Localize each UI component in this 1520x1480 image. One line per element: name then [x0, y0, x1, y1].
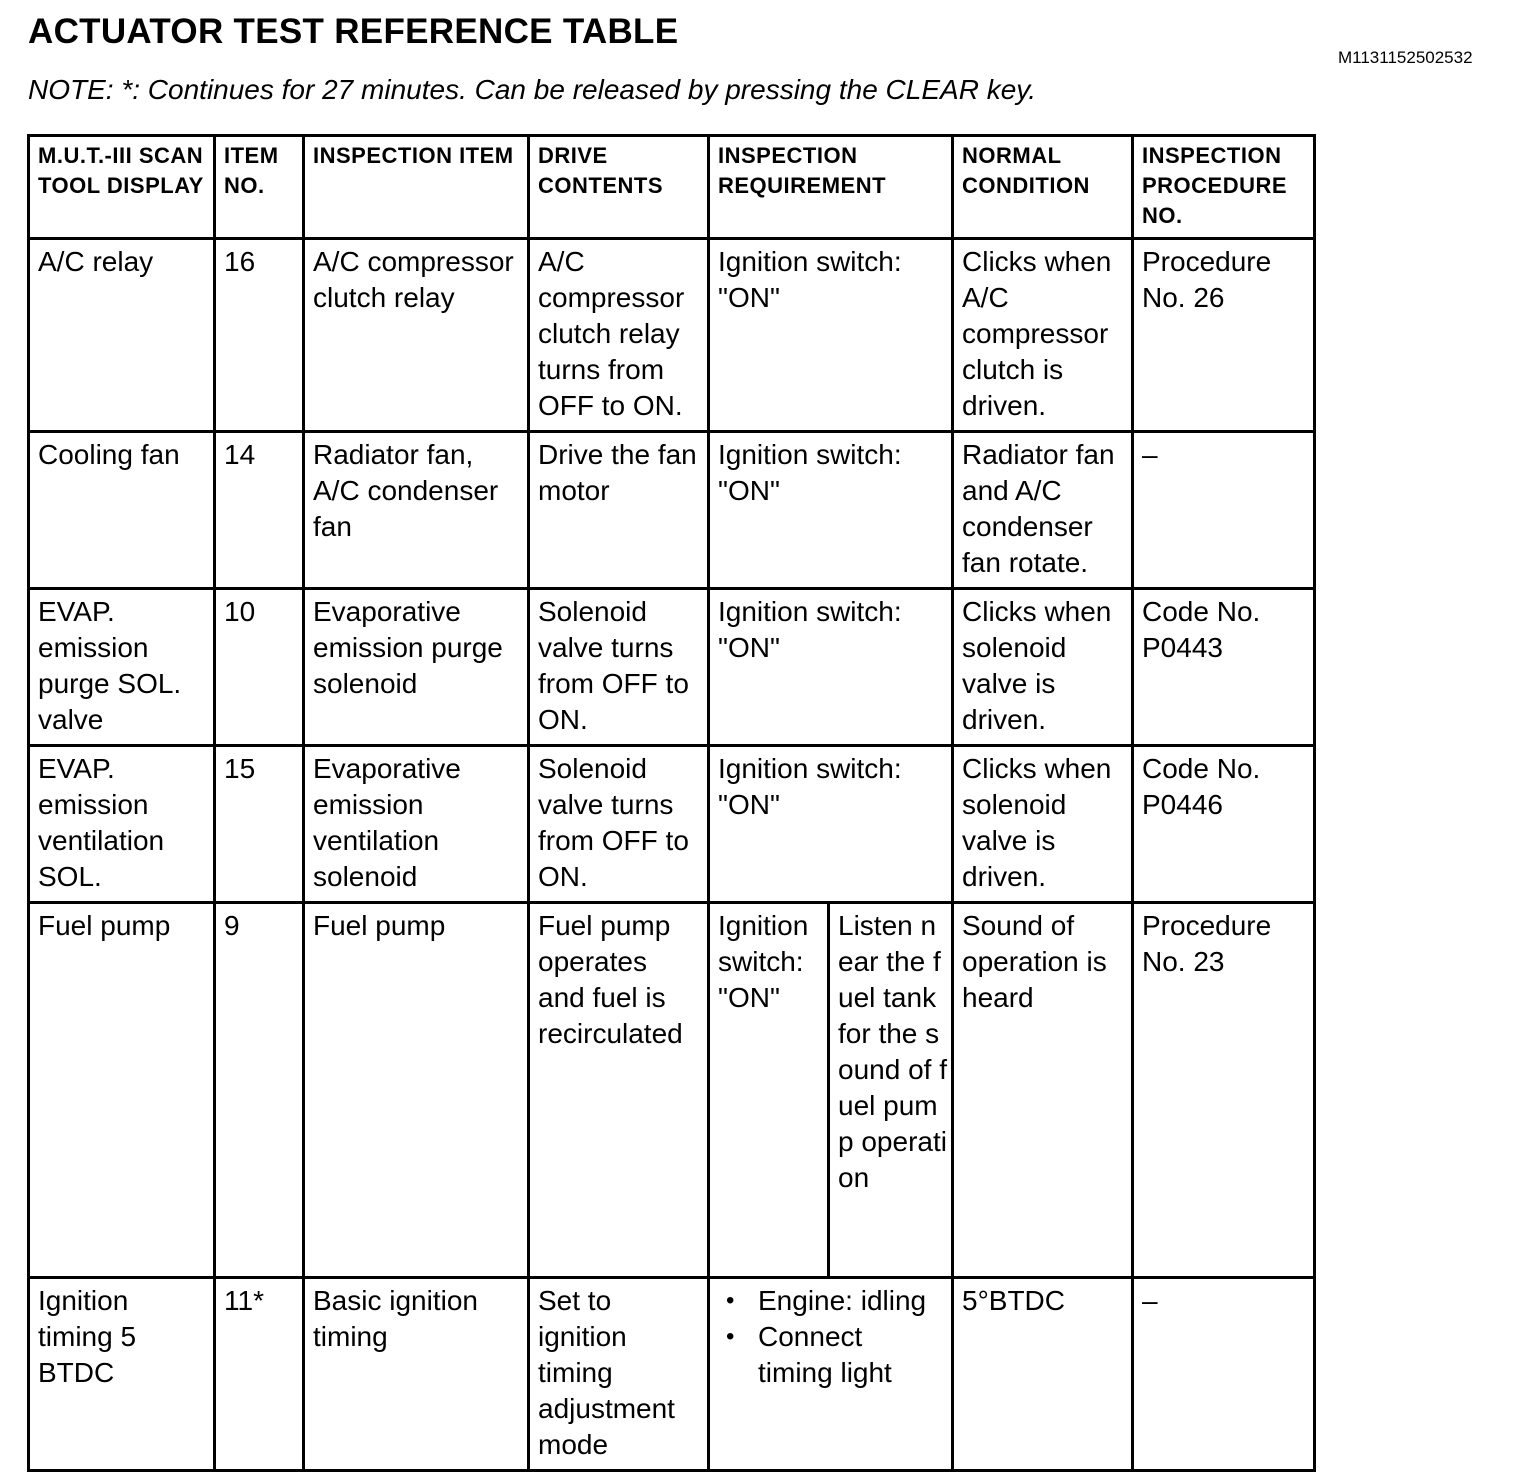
list-item: • Engine: idling — [758, 1283, 944, 1319]
table-header-row — [29, 136, 1315, 239]
table-row — [29, 239, 1315, 432]
cell-inspection-item: Evaporative emission ventilation solenoid — [304, 746, 529, 903]
cell-drive-contents: Solenoid valve turns from OFF to ON. — [529, 589, 709, 746]
cell-scan-tool-display: Fuel pump — [29, 903, 215, 1278]
cell-inspection-item: Basic ignition timing — [304, 1278, 529, 1471]
table-row — [29, 589, 1315, 746]
cell-normal-condition: 5°BTDC — [953, 1278, 1133, 1471]
cell-inspection-item: A/C compressor clutch relay — [304, 239, 529, 432]
cell-normal-condition: Clicks when A/C compressor clutch is driven. — [953, 239, 1133, 432]
cell-scan-tool-display: Ignition timing 5 BTDC — [29, 1278, 215, 1471]
cell-scan-tool-display: Cooling fan — [29, 432, 215, 589]
cell-normal-condition: Sound of operation is heard — [953, 903, 1133, 1278]
cell-item-no: 15 — [215, 746, 304, 903]
header-procedure-no: INSPECTION PROCEDURE NO. — [1133, 136, 1315, 239]
document-id: M1131152502532 — [1338, 48, 1473, 67]
cell-inspection-item: Evaporative emission purge solenoid — [304, 589, 529, 746]
cell-drive-contents: A/C compressor clutch relay turns from OFF to ON. — [529, 239, 709, 432]
cell-drive-contents: Fuel pump operates and fuel is recirculated — [529, 903, 709, 1278]
cell-drive-contents: Drive the fan motor — [529, 432, 709, 589]
header-inspection-item: INSPECTION ITEM — [304, 136, 529, 239]
cell-procedure-no: Procedure No. 23 — [1133, 903, 1315, 1278]
cell-inspection-requirement: Ignition switch: "ON" — [709, 746, 953, 903]
cell-scan-tool-display: EVAP. emission ventilation SOL. — [29, 746, 215, 903]
cell-inspection-requirement — [709, 1278, 953, 1471]
requirement-bullet-list — [718, 1283, 944, 1391]
cell-item-no: 14 — [215, 432, 304, 589]
cell-normal-condition: Radiator fan and A/C condenser fan rotate. — [953, 432, 1133, 589]
cell-normal-condition: Clicks when solenoid valve is driven. — [953, 746, 1133, 903]
requirement-instruction: Listen near the fuel tank for the sound of fuel pump operation — [838, 910, 947, 1193]
header-normal-condition: NORMAL CONDITION — [953, 136, 1133, 239]
cell-item-no: 11* — [215, 1278, 304, 1471]
cell-inspection-requirement — [709, 903, 953, 1278]
cell-procedure-no: Code No. P0443 — [1133, 589, 1315, 746]
list-item: • Connect timing light — [758, 1319, 944, 1391]
table-row — [29, 1278, 1315, 1471]
cell-inspection-requirement: Ignition switch: "ON" — [709, 239, 953, 432]
cell-procedure-no: Procedure No. 26 — [1133, 239, 1315, 432]
table-row — [29, 903, 1315, 1278]
header-drive-contents: DRIVE CONTENTS — [529, 136, 709, 239]
split-requirement — [710, 904, 951, 1276]
cell-drive-contents: Solenoid valve turns from OFF to ON. — [529, 746, 709, 903]
cell-procedure-no: – — [1133, 432, 1315, 589]
header-inspection-requirement: INSPECTION REQUIREMENT — [709, 136, 953, 239]
cell-procedure-no: – — [1133, 1278, 1315, 1471]
cell-inspection-item: Radiator fan, A/C condenser fan — [304, 432, 529, 589]
page-title: ACTUATOR TEST REFERENCE TABLE — [28, 12, 679, 51]
cell-scan-tool-display: EVAP. emission purge SOL. valve — [29, 589, 215, 746]
cell-inspection-requirement: Ignition switch: "ON" — [709, 589, 953, 746]
table-note: NOTE: *: Continues for 27 minutes. Can be released by pressing the CLEAR key. — [28, 74, 1036, 105]
cell-drive-contents: Set to ignition timing adjustment mode — [529, 1278, 709, 1471]
requirement-condition: Ignition switch: "ON" — [710, 904, 830, 1276]
actuator-test-table — [27, 134, 1316, 1472]
cell-scan-tool-display: A/C relay — [29, 239, 215, 432]
cell-procedure-no: Code No. P0446 — [1133, 746, 1315, 903]
cell-item-no: 9 — [215, 903, 304, 1278]
table-row — [29, 432, 1315, 589]
cell-normal-condition: Clicks when solenoid valve is driven. — [953, 589, 1133, 746]
header-item-no: ITEM NO. — [215, 136, 304, 239]
header-scan-tool-display: M.U.T.-III SCAN TOOL DISPLAY — [29, 136, 215, 239]
cell-inspection-requirement: Ignition switch: "ON" — [709, 432, 953, 589]
cell-inspection-item: Fuel pump — [304, 903, 529, 1278]
table-row — [29, 746, 1315, 903]
cell-item-no: 10 — [215, 589, 304, 746]
cell-item-no: 16 — [215, 239, 304, 432]
